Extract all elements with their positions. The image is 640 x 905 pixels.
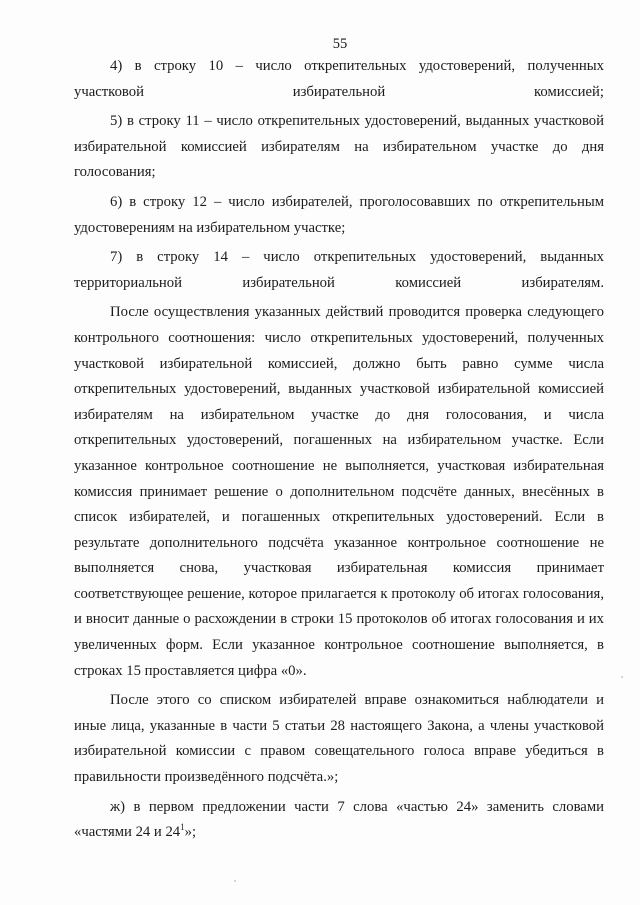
- paragraph-observers: После этого со списком избирателей вправе ознакомиться наблюдатели и иные лица, указанные в части 5 статьи 28 настоящего Закона, а члены участковой избирательной комиссии с правом совещательного голоса вправе убедиться в правильности произведённого подсчёта.»;: [74, 692, 604, 786]
- paragraph-item-4: 4) в строку 10 – число открепительных удостоверений, полученных участковой избирательной комиссией;: [74, 58, 604, 100]
- amendment-tail: »;: [184, 824, 197, 841]
- amendment-superscript: 1: [180, 822, 185, 833]
- amendment-text: ж) в первом предложении части 7 слова «частью 24» заменить словами «частями 24 и 24: [74, 798, 604, 841]
- document-body: [74, 54, 604, 850]
- scan-speck: [234, 880, 236, 882]
- page-number: 55: [332, 36, 348, 52]
- paragraph-amendment-zh: [74, 795, 604, 846]
- paragraph-control-check: После осуществления указанных действий проводится проверка следующего контрольного соотношения: число открепительных удостоверений, полученных участковой избирательной комиссией, должно быть равно сумме числа открепительных удостоверений, выданных участковой избирательной комиссией избирателям на избирательном участке до дня голосования, и числа открепительных удостоверений, погашенных на избирательном участке. Если указанное контрольное соотношение не выполняется, участковая избирательная комиссия принимает решение о дополнительном подсчёте данных, внесённых в список избирателей, и погашенных открепительных удостоверений. Если в результате дополнительного подсчёта указанное контрольное соотношение не выполняется снова, участковая избирательная комиссия принимает соответствующее решение, которое прилагается к протоколу об итогах голосования, и вносит данные о расхождении в строки 15 протоколов об итогах голосования и их увеличенных форм. Если указанное контрольное соотношение выполняется, в строках 15 проставляется цифра «0».: [74, 304, 604, 679]
- paragraph-item-6: 6) в строку 12 – число избирателей, проголосовавших по открепительным удостоверениям на избирательном участке;: [74, 193, 604, 236]
- paragraph-item-5: 5) в строку 11 – число открепительных удостоверений, выданных участковой избирательной комиссией избирателям на избирательном участке до дня голосования;: [74, 113, 604, 181]
- scan-speck: [621, 676, 623, 678]
- paragraph-item-7: 7) в строку 14 – число открепительных удостоверений, выданных территориальной избирательной комиссией избирателям.: [74, 249, 604, 291]
